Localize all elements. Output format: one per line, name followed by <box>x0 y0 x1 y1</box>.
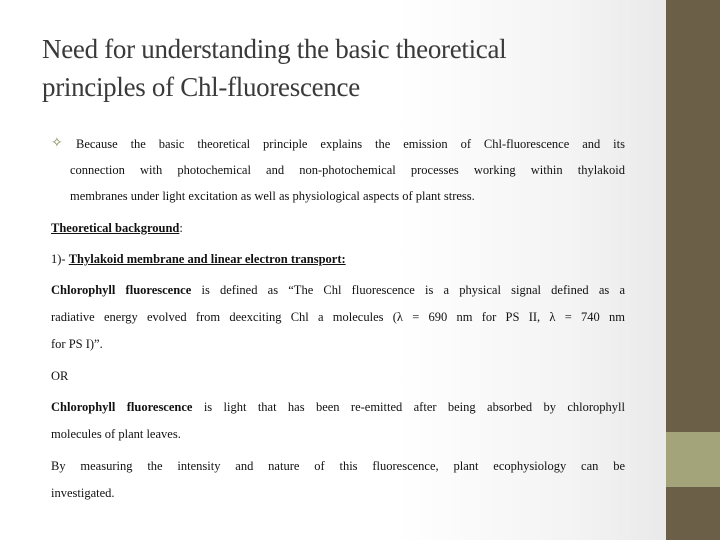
definition-1-line-3: for PS I)”. <box>51 337 103 351</box>
definition-1-term: Chlorophyll fluorescence <box>51 283 192 297</box>
section-1-heading <box>51 246 625 272</box>
theoretical-background-colon: : <box>179 221 183 235</box>
measurement-paragraph <box>51 453 625 507</box>
bullet-point <box>51 131 625 209</box>
side-bar-dark-bottom <box>666 487 720 540</box>
bullet-line-2: connection with photochemical and non-photochemical processes working within thylakoid <box>70 163 625 177</box>
measurement-line-1: By measuring the intensity and nature of this fluorescence, plant ecophysiology can be <box>51 459 625 473</box>
definition-1-paragraph <box>51 277 625 358</box>
definition-2-line-2: molecules of plant leaves. <box>51 427 181 441</box>
definition-1-line-1 <box>51 277 625 304</box>
measurement-line-2: investigated. <box>51 486 115 500</box>
slide-body <box>51 131 625 512</box>
section-1-title: Thylakoid membrane and linear electron transport: <box>68 252 346 266</box>
four-point-star-bullet-icon: ✧ <box>51 136 63 151</box>
definition-2-line-1-text: is light that has been re-emitted after being absorbed by chlorophyll <box>192 400 626 414</box>
section-1-number: 1)- <box>51 252 69 266</box>
definition-2-paragraph <box>51 394 625 448</box>
theoretical-background-heading <box>51 215 625 241</box>
slide-title <box>42 30 642 106</box>
decorative-side-bar <box>666 0 720 540</box>
or-separator: OR <box>51 369 69 383</box>
slide-title-line-2: principles of Chl-fluorescence <box>42 72 360 102</box>
side-bar-light-accent <box>666 432 720 487</box>
slide-title-line-1: Need for understanding the basic theoretical <box>42 34 507 64</box>
definition-1-line-2: radiative energy evolved from deexciting Chl a molecules (λ = 690 nm for PS II, λ = 740 nm <box>51 310 625 324</box>
bullet-line-1: Because the basic theoretical principle explains the emission of Chl-fluorescence and its <box>76 137 625 151</box>
bullet-line-3: membranes under light excitation as well as physiological aspects of plant stress. <box>70 189 475 203</box>
theoretical-background-label: Theoretical background <box>51 221 180 235</box>
definition-2-line-1 <box>51 394 625 421</box>
definition-2-term: Chlorophyll fluorescence <box>51 400 193 414</box>
definition-1-line-1-text: is defined as “The Chl fluorescence is a physical signal defined as a <box>191 283 625 297</box>
side-bar-dark-top <box>666 0 720 432</box>
